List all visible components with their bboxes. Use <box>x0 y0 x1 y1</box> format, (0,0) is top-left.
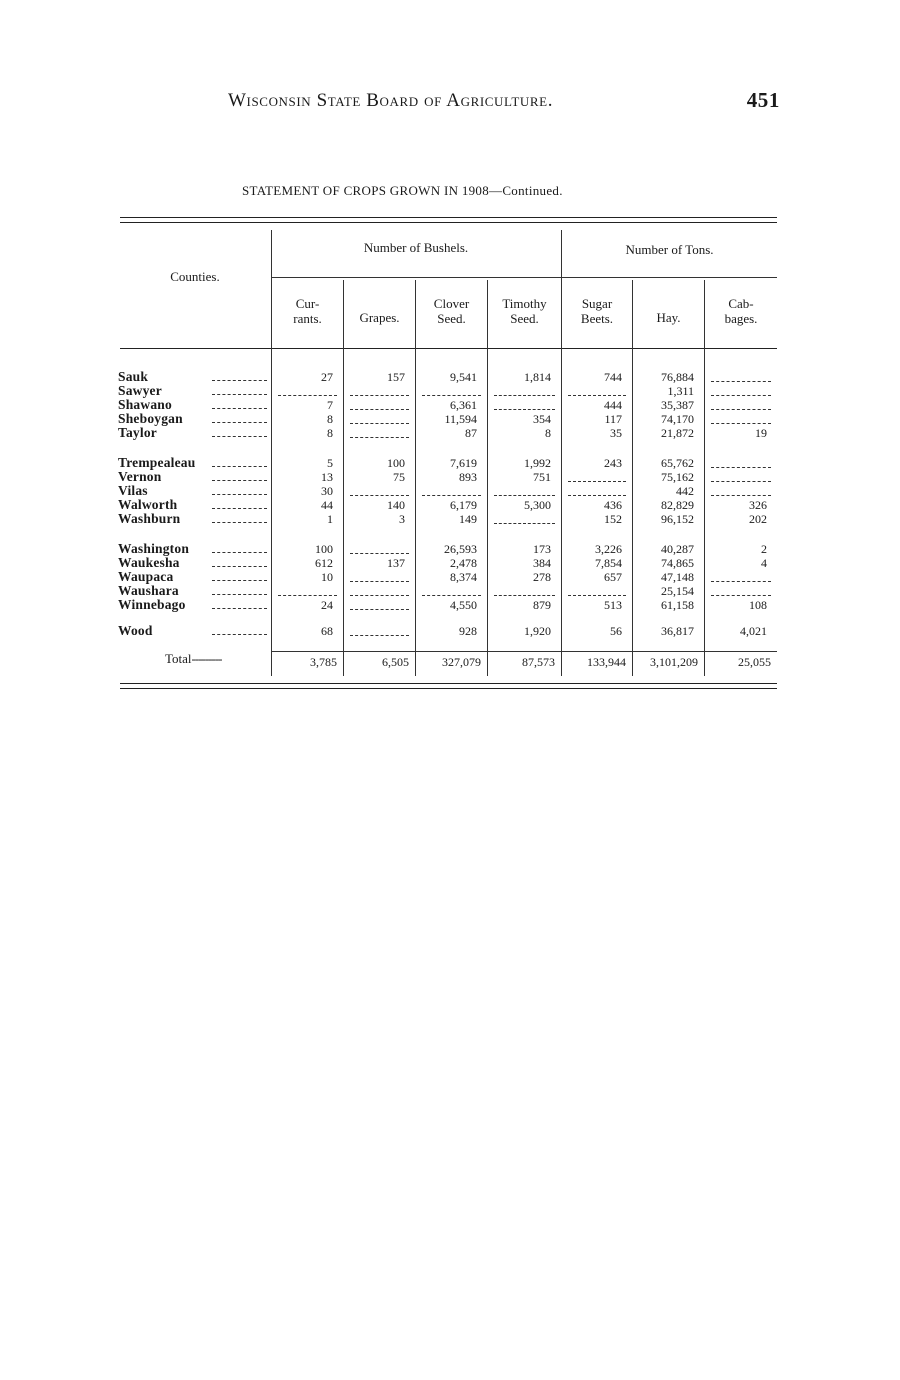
table-cell: 40,287 <box>661 542 694 556</box>
table-cell: 6,179 <box>450 498 477 512</box>
empty-cell-dash <box>711 423 771 424</box>
table-cell: 879 <box>533 598 551 612</box>
table-cell: 13 <box>321 470 333 484</box>
table-cell: 612 <box>315 556 333 570</box>
table-cell: 87 <box>465 426 477 440</box>
column-header-line: Cur- <box>295 296 320 311</box>
table-cell: 202 <box>749 512 767 526</box>
table-cell: 4 <box>761 556 767 570</box>
leader-line <box>212 480 267 481</box>
leader-line <box>212 508 267 509</box>
column-header-line: Clover <box>433 296 470 311</box>
col-divider <box>704 280 705 676</box>
group-header-tons: Number of Tons. <box>625 242 714 257</box>
table-cell: 36,817 <box>661 624 694 638</box>
table-cell: 243 <box>604 456 622 470</box>
empty-cell-dash <box>350 635 409 636</box>
table-cell: 76,884 <box>661 370 694 384</box>
table-caption: STATEMENT OF CROPS GROWN IN 1908—Continued. <box>242 183 563 198</box>
table-cell: 1,992 <box>524 456 551 470</box>
table-cell: 96,152 <box>661 512 694 526</box>
total-cell: 6,505 <box>382 655 409 669</box>
leader-line <box>212 608 267 609</box>
table-cell: 68 <box>321 624 333 638</box>
total-label-text: Total <box>165 651 192 666</box>
leader-line <box>212 422 267 423</box>
empty-cell-dash <box>350 423 409 424</box>
table-cell: 108 <box>749 598 767 612</box>
empty-cell-dash <box>494 595 555 596</box>
table-cell: 3,226 <box>595 542 622 556</box>
table-cell: 8 <box>327 426 333 440</box>
table-cell: 657 <box>604 570 622 584</box>
column-header-line: rants. <box>293 311 322 326</box>
empty-cell-dash <box>711 595 771 596</box>
county-name-text: Vilas <box>118 483 148 498</box>
county-name <box>118 484 270 498</box>
county-name-text: Wood <box>118 623 153 638</box>
table-cell: 4,021 <box>740 624 767 638</box>
county-name-text: Sawyer <box>118 383 162 398</box>
table-cell: 278 <box>533 570 551 584</box>
county-name-text: Trempealeau <box>118 455 196 470</box>
total-cell: 327,079 <box>442 655 481 669</box>
total-cell: 3,101,209 <box>650 655 698 669</box>
empty-cell-dash <box>494 495 555 496</box>
table-cell: 21,872 <box>661 426 694 440</box>
total-leader: --------- <box>191 651 222 666</box>
leader-line <box>212 494 267 495</box>
table-cell: 1 <box>327 512 333 526</box>
table-cell: 1,920 <box>524 624 551 638</box>
county-name <box>118 598 270 612</box>
table-cell: 75,162 <box>661 470 694 484</box>
empty-cell-dash <box>494 523 555 524</box>
table-cell: 513 <box>604 598 622 612</box>
leader-line <box>212 436 267 437</box>
empty-cell-dash <box>711 481 771 482</box>
table-cell: 442 <box>676 484 694 498</box>
column-header-line: Hay. <box>656 310 681 325</box>
column-header-line: Seed. <box>437 311 466 326</box>
table-cell: 100 <box>315 542 333 556</box>
column-header <box>344 310 415 325</box>
county-name-text: Shawano <box>118 397 172 412</box>
county-name-text: Sheboygan <box>118 411 183 426</box>
table-cell: 19 <box>755 426 767 440</box>
table-cell: 61,158 <box>661 598 694 612</box>
column-header-line: Grapes. <box>359 310 400 325</box>
county-name <box>118 624 270 638</box>
table-cell: 74,170 <box>661 412 694 426</box>
empty-cell-dash <box>494 409 555 410</box>
table-cell: 149 <box>459 512 477 526</box>
table-cell: 27 <box>321 370 333 384</box>
leader-line <box>212 380 267 381</box>
table-cell: 47,148 <box>661 570 694 584</box>
table-cell: 30 <box>321 484 333 498</box>
table-cell: 1,311 <box>667 384 694 398</box>
empty-cell-dash <box>350 553 409 554</box>
column-header <box>488 296 561 326</box>
empty-cell-dash <box>422 495 481 496</box>
table-cell: 5,300 <box>524 498 551 512</box>
empty-cell-dash <box>711 381 771 382</box>
column-header-line: Cab- <box>728 296 754 311</box>
table-cell: 436 <box>604 498 622 512</box>
table-cell: 157 <box>387 370 405 384</box>
county-name <box>118 498 270 512</box>
county-name <box>118 584 270 598</box>
empty-cell-dash <box>494 395 555 396</box>
county-name <box>118 412 270 426</box>
stub-header: Counties. <box>170 269 220 284</box>
leader-line <box>212 552 267 553</box>
table-cell: 100 <box>387 456 405 470</box>
column-header-line: Beets. <box>580 311 614 326</box>
leader-line <box>212 522 267 523</box>
column-header <box>272 296 343 326</box>
empty-cell-dash <box>422 395 481 396</box>
county-name <box>118 512 270 526</box>
leader-line <box>212 580 267 581</box>
table-cell: 82,829 <box>661 498 694 512</box>
empty-cell-dash <box>711 495 771 496</box>
table-cell: 65,762 <box>661 456 694 470</box>
table-cell: 354 <box>533 412 551 426</box>
total-cell: 87,573 <box>522 655 555 669</box>
leader-line <box>212 394 267 395</box>
table-cell: 75 <box>393 470 405 484</box>
column-header-line: Seed. <box>510 311 539 326</box>
empty-cell-dash <box>422 595 481 596</box>
county-name <box>118 470 270 484</box>
leader-line <box>212 466 267 467</box>
table-cell: 6,361 <box>450 398 477 412</box>
county-name <box>118 370 270 384</box>
empty-cell-dash <box>350 437 409 438</box>
column-header <box>705 296 777 326</box>
column-header-line: Timothy <box>502 296 547 311</box>
county-name-text: Waupaca <box>118 569 174 584</box>
leader-line <box>212 566 267 567</box>
empty-cell-dash <box>350 395 409 396</box>
empty-cell-dash <box>278 395 337 396</box>
table-cell: 8 <box>327 412 333 426</box>
empty-cell-dash <box>350 581 409 582</box>
table-cell: 7 <box>327 398 333 412</box>
table-cell: 117 <box>604 412 622 426</box>
running-title: Wisconsin State Board of Agriculture. <box>228 90 554 111</box>
empty-cell-dash <box>568 395 626 396</box>
leader-line <box>212 594 267 595</box>
table-cell: 74,865 <box>661 556 694 570</box>
county-name <box>118 542 270 556</box>
table-cell: 4,550 <box>450 598 477 612</box>
county-name-text: Sauk <box>118 369 149 384</box>
running-head <box>228 90 780 116</box>
total-divider <box>272 651 777 652</box>
table-cell: 25,154 <box>661 584 694 598</box>
empty-cell-dash <box>711 409 771 410</box>
column-header <box>633 310 704 325</box>
county-name <box>118 570 270 584</box>
empty-cell-dash <box>350 595 409 596</box>
table-cell: 7,854 <box>595 556 622 570</box>
table-cell: 137 <box>387 556 405 570</box>
table-bottom-rule-2 <box>120 688 777 689</box>
table-cell: 751 <box>533 470 551 484</box>
table-cell: 140 <box>387 498 405 512</box>
table-top-rule-1 <box>120 217 777 218</box>
total-cell: 133,944 <box>587 655 626 669</box>
table-cell: 11,594 <box>444 412 477 426</box>
leader-line <box>212 634 267 635</box>
table-cell: 56 <box>610 624 622 638</box>
empty-cell-dash <box>568 595 626 596</box>
table-cell: 152 <box>604 512 622 526</box>
county-name-text: Taylor <box>118 425 157 440</box>
page-number: 451 <box>746 88 780 112</box>
leader-line <box>212 408 267 409</box>
table-cell: 744 <box>604 370 622 384</box>
county-name <box>118 556 270 570</box>
empty-cell-dash <box>711 467 771 468</box>
total-label <box>165 651 222 667</box>
county-name-text: Washburn <box>118 511 181 526</box>
county-name-text: Washington <box>118 541 190 556</box>
group-header-divider <box>272 277 777 278</box>
table-cell: 5 <box>327 456 333 470</box>
table-cell: 35,387 <box>661 398 694 412</box>
total-cell: 3,785 <box>310 655 337 669</box>
county-name-text: Vernon <box>118 469 162 484</box>
empty-cell-dash <box>568 481 626 482</box>
table-cell: 2,478 <box>450 556 477 570</box>
table-bottom-rule-1 <box>120 683 777 684</box>
empty-cell-dash <box>350 609 409 610</box>
empty-cell-dash <box>568 495 626 496</box>
county-name-text: Waukesha <box>118 555 180 570</box>
table-cell: 3 <box>399 512 405 526</box>
column-header-line: Sugar <box>581 296 613 311</box>
county-name <box>118 398 270 412</box>
table-cell: 2 <box>761 542 767 556</box>
column-header <box>562 296 632 326</box>
table-top-rule-2 <box>120 222 777 223</box>
column-header-line: bages. <box>724 311 758 326</box>
table-cell: 24 <box>321 598 333 612</box>
county-name <box>118 384 270 398</box>
empty-cell-dash <box>711 395 771 396</box>
table-cell: 326 <box>749 498 767 512</box>
table-cell: 928 <box>459 624 477 638</box>
table-cell: 9,541 <box>450 370 477 384</box>
table-cell: 7,619 <box>450 456 477 470</box>
group-header-bushels: Number of Bushels. <box>363 240 469 255</box>
table-cell: 1,814 <box>524 370 551 384</box>
table-cell: 44 <box>321 498 333 512</box>
county-name-text: Walworth <box>118 497 178 512</box>
header-bottom-rule <box>120 348 777 349</box>
column-header <box>416 296 487 326</box>
empty-cell-dash <box>278 595 337 596</box>
table-cell: 444 <box>604 398 622 412</box>
table-cell: 8,374 <box>450 570 477 584</box>
empty-cell-dash <box>350 409 409 410</box>
table-cell: 8 <box>545 426 551 440</box>
county-name <box>118 426 270 440</box>
empty-cell-dash <box>350 495 409 496</box>
empty-cell-dash <box>711 581 771 582</box>
county-name-text: Waushara <box>118 583 179 598</box>
county-name <box>118 456 270 470</box>
county-name-text: Winnebago <box>118 597 186 612</box>
total-cell: 25,055 <box>738 655 771 669</box>
table-cell: 10 <box>321 570 333 584</box>
table-cell: 173 <box>533 542 551 556</box>
table-cell: 384 <box>533 556 551 570</box>
table-cell: 35 <box>610 426 622 440</box>
table-cell: 893 <box>459 470 477 484</box>
table-cell: 26,593 <box>444 542 477 556</box>
